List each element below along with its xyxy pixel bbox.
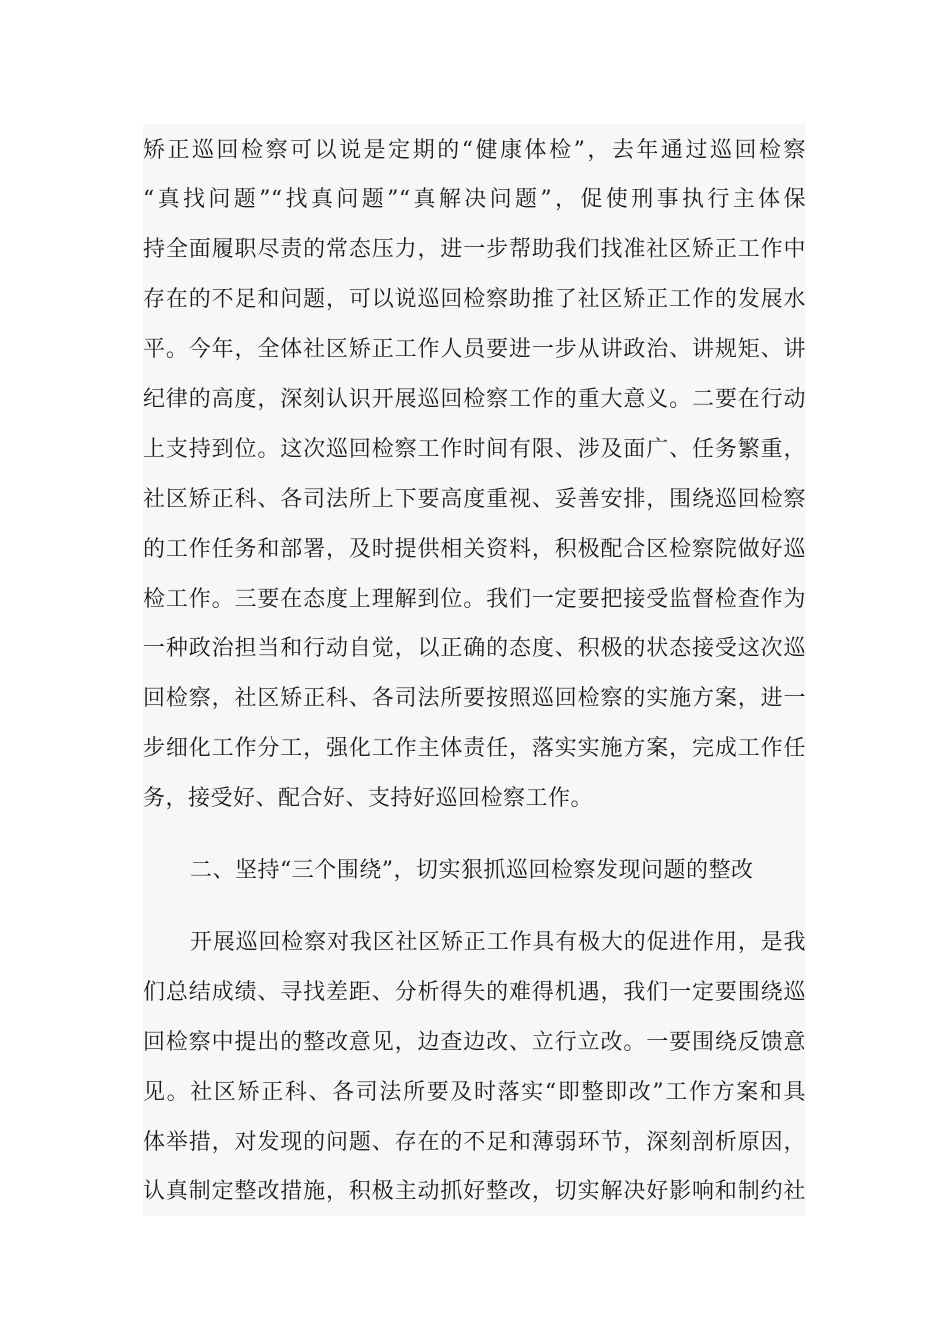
text-line: “真找问题”“找真问题”“真解决问题”，促使刑事执行主体保 <box>143 187 806 212</box>
text-line: 纪律的高度，深刻认识开展巡回检察工作的重大意义。二要在行动 <box>143 387 806 412</box>
text-line: 体举措，对发现的问题、存在的不足和薄弱环节，深刻剖析原因， <box>143 1130 806 1155</box>
text-line: 一种政治担当和行动自觉，以正确的态度、积极的状态接受这次巡 <box>143 636 806 661</box>
text-line: 开展巡回检察对我区社区矫正工作具有极大的促进作用，是我 <box>190 930 806 955</box>
text-line: 回检察，社区矫正科、各司法所要按照巡回检察的实施方案，进一 <box>143 686 806 711</box>
text-line: 务，接受好、配合好、支持好巡回检察工作。 <box>143 786 594 811</box>
text-line: 检工作。三要在态度上理解到位。我们一定要把接受监督检查作为 <box>143 587 806 612</box>
text-line: 的工作任务和部署，及时提供相关资料，积极配合区检察院做好巡 <box>143 537 806 562</box>
text-line: 平。今年，全体社区矫正工作人员要进一步从讲政治、讲规矩、讲 <box>143 337 806 362</box>
text-line: 社区矫正科、各司法所上下要高度重视、妥善安排，围绕巡回检察 <box>143 487 806 512</box>
text-line: 们总结成绩、寻找差距、分析得失的难得机遇，我们一定要围绕巡 <box>143 980 806 1005</box>
text-line: 持全面履职尽责的常态压力，进一步帮助我们找准社区矫正工作中 <box>143 237 806 262</box>
text-line: 认真制定整改措施，积极主动抓好整改，切实解决好影响和制约社 <box>143 1179 806 1204</box>
section-heading: 二、坚持“三个围绕”，切实狠抓巡回检察发现问题的整改 <box>190 858 754 883</box>
text-line: 回检察中提出的整改意见，边查边改、立行立改。一要围绕反馈意 <box>143 1030 806 1055</box>
text-line: 矫正巡回检察可以说是定期的“健康体检”，去年通过巡回检察 <box>143 138 806 163</box>
text-line: 上支持到位。这次巡回检察工作时间有限、涉及面广、任务繁重， <box>143 437 806 462</box>
text-line: 存在的不足和问题，可以说巡回检察助推了社区矫正工作的发展水 <box>143 287 806 312</box>
text-line: 步细化工作分工，强化工作主体责任，落实实施方案，完成工作任 <box>143 736 806 761</box>
text-line: 见。社区矫正科、各司法所要及时落实“即整即改”工作方案和具 <box>143 1080 806 1105</box>
